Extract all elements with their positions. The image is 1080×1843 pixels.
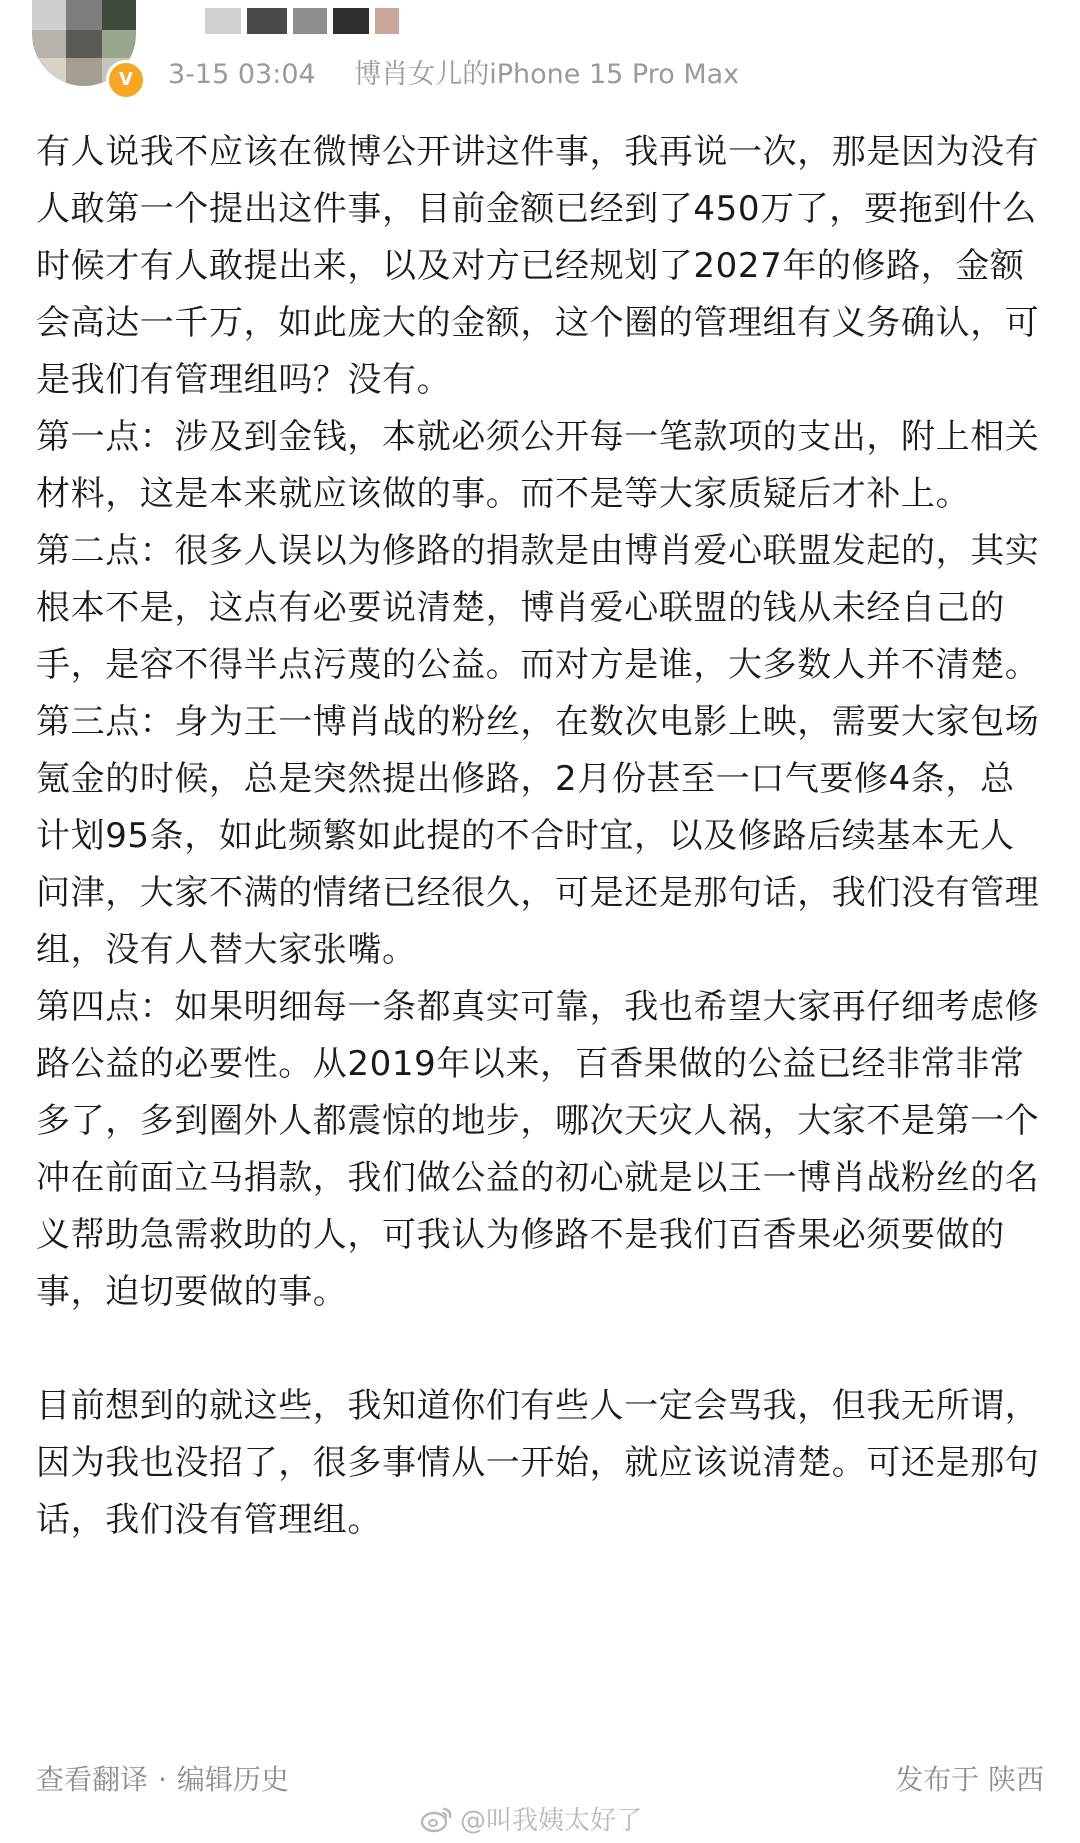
- post-timestamp: 3-15 03:04: [168, 59, 316, 90]
- username-redacted[interactable]: [205, 8, 399, 34]
- post-paragraph: 有人说我不应该在微博公开讲这件事，我再说一次，那是因为没有人敢第一个提出这件事，目前金额已经到了450万了，要拖到什么时候才有人敢提出来，以及对方已经规划了2027年的修路，金额会高达一千万，如此庞大的金额，这个圈的管理组有义务确认，可是我们有管理组吗？没有。: [36, 132, 1040, 400]
- verified-badge-icon: V: [106, 60, 146, 100]
- post-paragraph: 第四点：如果明细每一条都真实可靠，我也希望大家再仔细考虑修路公益的必要性。从2019年以来，百香果做的公益已经非常非常多了，多到圈外人都震惊的地步，哪次天灾人祸，大家不是第一个冲在前面立马捐款，我们做公益的初心就是以王一博肖战粉丝的名义帮助急需救助的人，可我认为修路不是我们百香果必须要做的事，迫切要做的事。: [36, 987, 1040, 1312]
- watermark-text: @叫我姨太好了: [460, 1806, 643, 1836]
- weibo-logo-icon: [420, 1805, 454, 1833]
- published-location: 发布于 陕西: [895, 1763, 1044, 1796]
- post-device[interactable]: 博肖女儿的iPhone 15 Pro Max: [354, 59, 740, 90]
- post-paragraph: 第三点：身为王一博肖战的粉丝，在数次电影上映，需要大家包场氪金的时候，总是突然提出修路，2月份甚至一口气要修4条，总计划95条，如此频繁如此提的不合时宜，以及修路后续基本无人问津，大家不满的情绪已经很久，可是还是那句话，我们没有管理组，没有人替大家张嘴。: [36, 702, 1040, 970]
- footer-actions: [36, 1758, 289, 1798]
- post-body: [36, 124, 1046, 1549]
- post-meta: [168, 52, 739, 91]
- watermark: [420, 1800, 642, 1837]
- post-paragraph: 第一点：涉及到金钱，本就必须公开每一笔款项的支出，附上相关材料，这是本来就应该做的事。而不是等大家质疑后才补上。: [36, 417, 1040, 514]
- post-header: [0, 0, 1080, 120]
- post-paragraph: 目前想到的就这些，我知道你们有些人一定会骂我，但我无所谓，因为我也没招了，很多事情从一开始，就应该说清楚。可还是那句话，我们没有管理组。: [36, 1386, 1040, 1540]
- paragraph-gap: [36, 1321, 1046, 1378]
- edit-history-link[interactable]: 编辑历史: [176, 1763, 289, 1796]
- footer-separator: ·: [158, 1763, 167, 1796]
- translate-link[interactable]: 查看翻译: [36, 1763, 149, 1796]
- post-paragraph: 第二点：很多人误以为修路的捐款是由博肖爱心联盟发起的，其实根本不是，这点有必要说清楚，博肖爱心联盟的钱从未经自己的手，是容不得半点污蔑的公益。而对方是谁，大多数人并不清楚。: [36, 531, 1040, 685]
